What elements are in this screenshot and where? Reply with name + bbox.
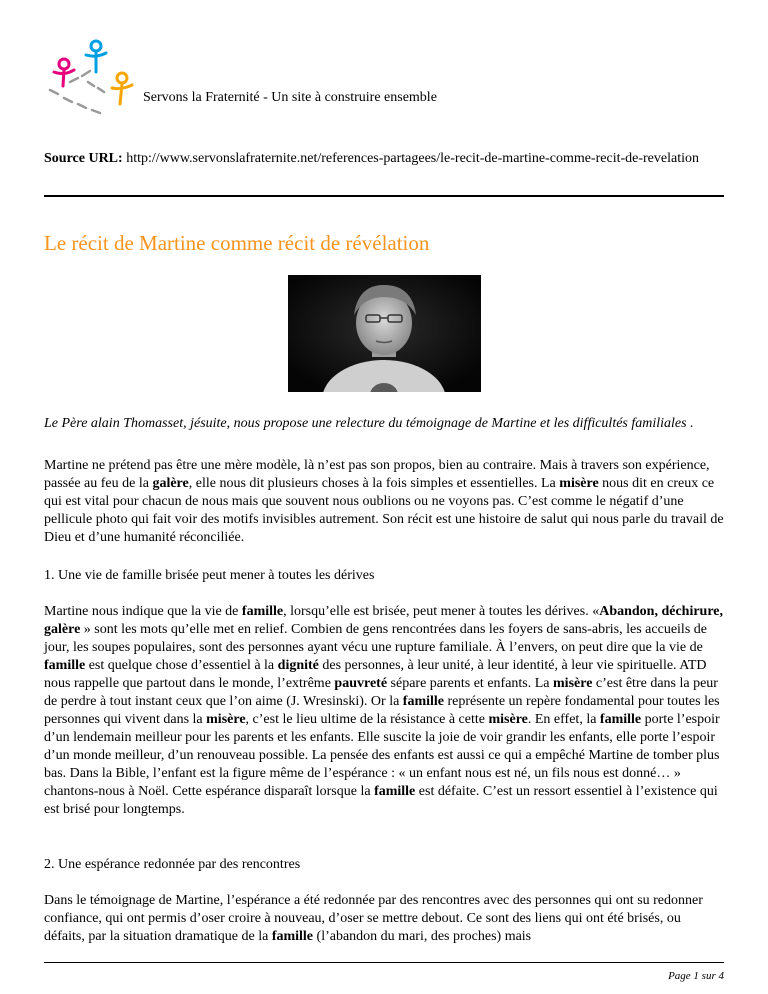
site-logo-icon xyxy=(44,38,140,118)
logo-pink-figure-body xyxy=(54,70,74,86)
logo-dashes xyxy=(50,71,104,113)
paragraph-1: Martine ne prétend pas être une mère modèle, là n’est pas son propos, bien au contraire. Mais à travers son expérience, passée au feu de la galère, elle nous dit plusieurs choses à la fois simples et essentielles. La misère nous dit en creux ce qui est vital pour chacun de nous mais que souvent nous oublions ou ne voyons pas. C’est comme le négatif d’une pellicule photo qui fait voir des motifs invisibles autrement. Son récit est une histoire de salut qui nous parle du travail de Dieu et d’une humanité réconciliée. xyxy=(44,458,724,545)
source-url-label: Source URL: xyxy=(44,151,123,166)
logo-blue-figure-head xyxy=(91,41,101,51)
logo-orange-figure-head xyxy=(117,73,127,83)
section-heading-1: 1. Une vie de famille brisée peut mener à toutes les dérives xyxy=(44,568,375,583)
portrait-photo-icon xyxy=(288,275,481,392)
paragraph-2: Martine nous indique que la vie de famille, lorsqu’elle est brisée, peut mener à toutes les dérives. «Abandon, déchirure, galère » sont les mots qu’elle met en relief. Combien de gens rencontrées dans les foyers de sans-abris, les accueils de jour, les soupes populaires, sont des personnes ayant vécu une rupture familiale. À l’envers, on peut dire que la vie de famille est quelque chose d’essentiel à la dignité des personnes, à leur unité, à leur identité, à leur vie spirituelle. ATD nous rappelle que partout dans le monde, l’extrême pauvreté sépare parents et enfants. La misère c’est être dans la peur de perdre à tout instant ceux que l’on aime (J. Wresinski). Or la famille représente un repère fondamental pour toutes les personnes qui vivent dans la misère, c’est le lieu ultime de la résistance à cette misère. En effet, la famille porte l’espoir d’un lendemain meilleur pour les parents et les enfants. Elle suscite la joie de voir grandir les enfants, elle porte l’espoir d’un monde meilleur, d’un renouveau possible. La pensée des enfants est aussi ce qui a empêché Martine de tomber plus bas. Dans la Bible, l’enfant est la figure même de l’espérance : « un enfant nous est né, un fils nous est donné… » chantons-nous à Noël. Cette espérance disparaît lorsque la famille est défaite. C’est un ressort essentiel à l’existence qui est brisé pour longtemps. xyxy=(44,604,724,817)
article-intro: Le Père alain Thomasset, jésuite, nous propose une relecture du témoignage de Martine et les difficultés familiales . xyxy=(44,416,694,431)
article-title: Le récit de Martine comme récit de révélation xyxy=(44,231,430,255)
page-number: Page 1 sur 4 xyxy=(668,970,724,982)
article-photo xyxy=(288,275,481,392)
logo-orange-figure-body xyxy=(112,84,132,104)
footer-divider xyxy=(44,962,724,963)
section-heading-2: 2. Une espérance redonnée par des rencontres xyxy=(44,857,301,872)
source-url-link[interactable]: http://www.servonslafraternite.net/references-partagees/le-recit-de-martine-comme-recit-de-revelation xyxy=(126,151,699,166)
header-divider xyxy=(44,195,724,197)
logo-blue-figure-body xyxy=(86,52,106,72)
site-name: Servons la Fraternité - Un site à construire ensemble xyxy=(143,90,437,105)
source-url-line xyxy=(44,150,724,168)
paragraph-3: Dans le témoignage de Martine, l’espérance a été redonnée par des rencontres avec des personnes qui ont su redonner confiance, qui ont permis d’oser croire à nouveau, d’oser se mettre debout. Ce sont des liens qui ont été brisés, ou défaits, par la situation dramatique de la famille (l’abandon du mari, des proches) mais xyxy=(44,893,703,944)
logo-pink-figure-head xyxy=(59,59,69,69)
